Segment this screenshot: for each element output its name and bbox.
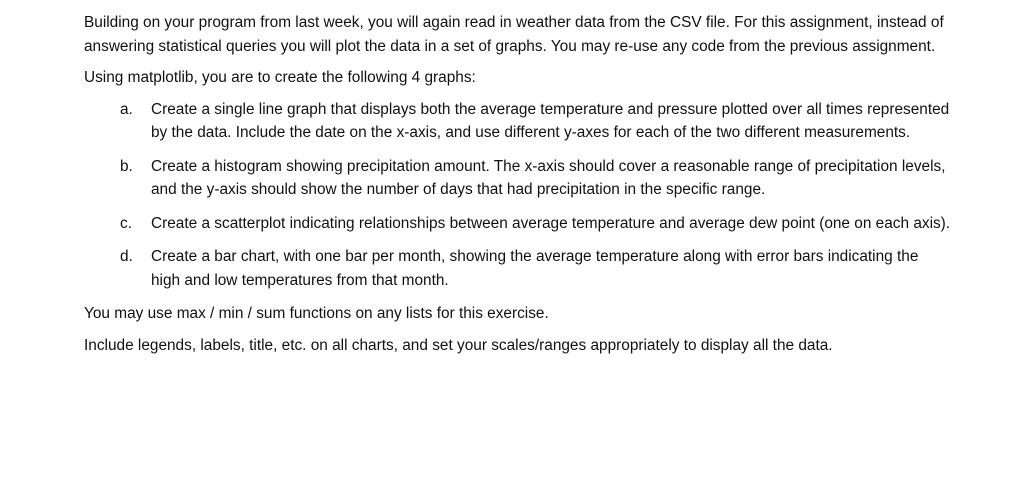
functions-note: You may use max / min / sum functions on any lists for this exercise. <box>84 305 549 322</box>
list-marker: d. <box>120 248 133 265</box>
list-marker: c. <box>120 214 132 232</box>
intro-paragraph: Building on your program from last week, you will again read in weather data from the CSV file. For this assignment, instead of answering statistical queries you will plot the data in a set of graphs. You may re-use any code from the previous assignment. <box>84 14 944 55</box>
list-item-text: Create a histogram showing precipitation amount. The x-axis should cover a reasonable range of precipitation levels, and the y-axis should show the number of days that had precipitation in the specific range. <box>151 157 946 198</box>
list-item-a <box>84 98 984 145</box>
list-item-text: Create a scatterplot indicating relationships between average temperature and average dew point (one on each axis). <box>151 214 951 232</box>
list-item-c <box>84 212 984 236</box>
graph-requirements-list <box>84 98 984 293</box>
list-marker: b. <box>120 157 133 175</box>
charts-note: Include legends, labels, title, etc. on all charts, and set your scales/ranges appropriately to display all the data. <box>84 336 833 354</box>
list-marker: a. <box>120 100 133 118</box>
list-item-b <box>84 155 984 202</box>
list-item-d <box>84 245 984 292</box>
list-item-text: Create a bar chart, with one bar per month, showing the average temperature along with error bars indicating the high and low temperatures from that month. <box>151 248 919 289</box>
lead-paragraph: Using matplotlib, you are to create the following 4 graphs: <box>84 69 476 86</box>
list-item-text: Create a single line graph that displays both the average temperature and pressure plotted over all times represented by the data. Include the date on the x-axis, and use different y-axes for each of the two different measurements. <box>151 100 950 141</box>
assignment-document <box>84 11 984 365</box>
